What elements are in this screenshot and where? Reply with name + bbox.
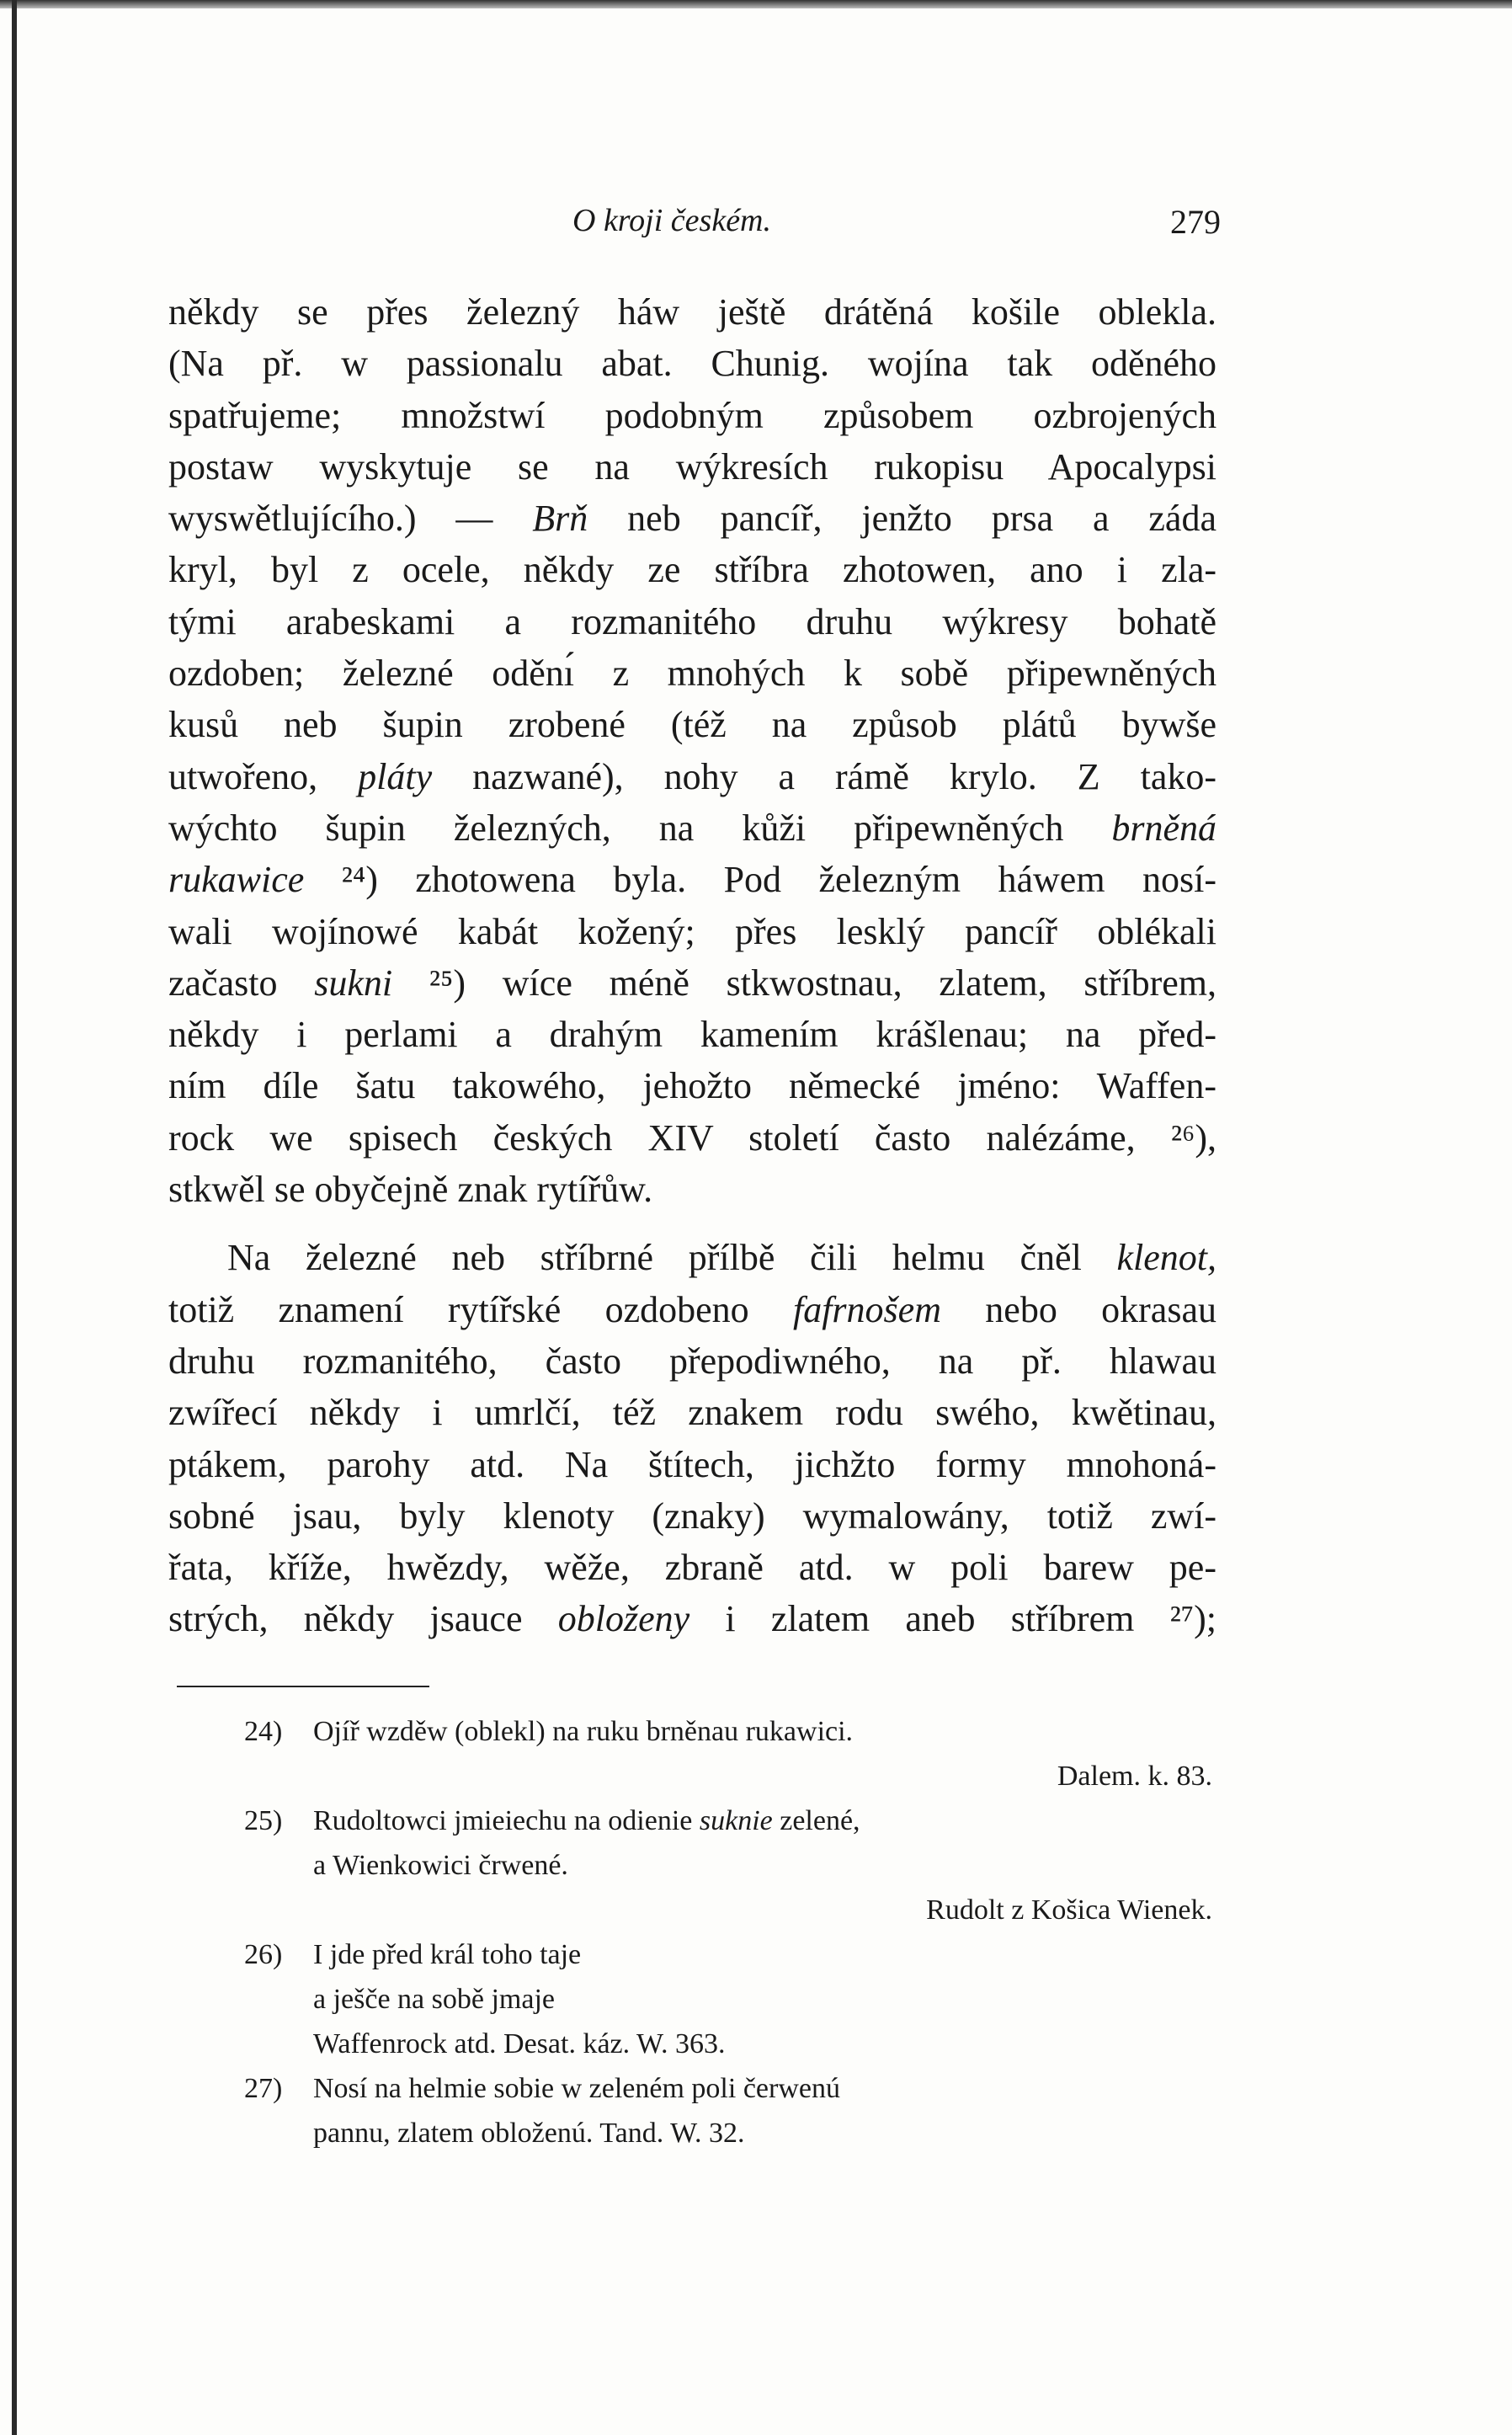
text-line: zwířecí někdy i umrlčí, též znakem rodu swého, kwětinau, — [168, 1392, 1217, 1434]
text-line: wali wojínowé kabát kožený; přes lesklý pancíř oblékali — [168, 910, 1217, 952]
text-line: ním díle šatu takowého, jehožto německé jméno: Waffen- — [168, 1065, 1217, 1107]
italic-term: klenot, — [1116, 1237, 1217, 1279]
running-head — [168, 202, 1221, 244]
italic-term: suknie — [699, 1805, 773, 1836]
footnote-source: Rudolt z Košica Wienek. — [926, 1894, 1212, 1926]
italic-term: obloženy — [557, 1598, 690, 1640]
text-span: utwořeno, — [168, 755, 359, 797]
footnote-25 — [244, 1798, 1212, 1843]
italic-term: fafrnošem — [792, 1288, 941, 1330]
page-number: 279 — [1170, 203, 1221, 241]
footnote-27 — [244, 2066, 1212, 2111]
text-line: ptákem, parohy atd. Na štítech, jichžto formy mnohoná- — [168, 1443, 1217, 1485]
footnote-24 — [244, 1709, 1212, 1754]
text-line: stkwěl se obyčejně znak rytířůw. — [168, 1169, 653, 1211]
text-line — [168, 802, 1217, 854]
page-top-edge — [0, 0, 1512, 8]
text-line: tými arabeskami a rozmanitého druhu wýkresy bohatě — [168, 600, 1217, 642]
text-line — [168, 1284, 1217, 1335]
footnote-number: 25) — [244, 1805, 283, 1836]
text-line — [168, 854, 1217, 905]
text-span: neb pancíř, jenžto prsa a záda — [588, 498, 1217, 540]
footnote-text: zelené, — [772, 1805, 860, 1836]
text-line: někdy se přes železný háw ještě drátěná košile oblekla. — [168, 291, 1217, 333]
text-span: nazwané), nohy a rámě krylo. Z tako- — [432, 755, 1217, 797]
text-line: druhu rozmanitého, často přepodiwného, na př. hlawau — [168, 1340, 1217, 1382]
running-title: O kroji českém. — [572, 203, 771, 238]
text-line: rock we spisech českých XIV století často nalézáme, ²⁶), — [168, 1116, 1217, 1159]
text-span: nebo okrasau — [940, 1288, 1217, 1330]
paragraph-gap — [168, 1215, 1217, 1232]
footnote-text: Rudoltowci jmieiechu na odienie — [313, 1805, 700, 1836]
footnote-number: 26) — [244, 1939, 283, 1970]
text-line: někdy i perlami a drahým kamením krášlenau; na před- — [168, 1014, 1217, 1056]
text-span: totiž znamení rytířské ozdobeno — [168, 1288, 793, 1330]
footnote-text: Nosí na helmie sobie w zeleném poli čerwenú — [313, 2073, 840, 2104]
text-span: strých, někdy jsauce — [168, 1598, 558, 1640]
footnote-text: Ojíř wzděw (oblekl) na ruku brněnau rukawici. — [313, 1716, 854, 1747]
footnote-rule — [177, 1686, 429, 1687]
text-line: kryl, byl z ocele, někdy ze stříbra zhotowen, ano i zla- — [168, 549, 1217, 591]
text-span: wyswětlujícího.) — — [168, 498, 533, 540]
text-span: wýchto šupin železných, na kůži připewněných — [168, 807, 1112, 849]
footnote-number: 24) — [244, 1716, 283, 1747]
footnote-text: I jde před král toho taje — [313, 1939, 582, 1970]
text-line: spatřujeme; množstwí podobným způsobem ozbrojených — [168, 394, 1217, 436]
footnote-text: a Wienkowici črwené. — [313, 1850, 568, 1881]
footnote-source: Dalem. k. 83. — [1057, 1761, 1212, 1792]
footnotes — [244, 1709, 1212, 2155]
text-span: ²⁵) wíce méně stkwostnau, zlatem, stříbrem, — [392, 962, 1217, 1004]
text-line — [168, 957, 1217, 1009]
italic-term: rukawice — [168, 859, 305, 901]
footnote-text: a ješče na sobě jmaje — [313, 1984, 555, 2015]
footnote-text: Waffenrock atd. Desat. káz. W. 363. — [313, 2028, 726, 2059]
text-span: začasto — [168, 962, 315, 1004]
text-line: (Na př. w passionalu abat. Chunig. wojína tak oděného — [168, 343, 1217, 385]
text-line: řata, kříže, hwězdy, wěže, zbraně atd. w poli barew pe- — [168, 1547, 1217, 1589]
italic-term: pláty — [358, 755, 433, 797]
text-span: ²⁴) zhotowena byla. Pod železným háwem nosí- — [304, 859, 1217, 901]
italic-term: sukni — [314, 962, 393, 1004]
text-line — [168, 1593, 1217, 1644]
text-line — [168, 751, 1217, 802]
text-line: sobné jsau, byly klenoty (znaky) wymalowány, totiž zwí- — [168, 1495, 1217, 1537]
page-binding-edge — [12, 0, 17, 2435]
italic-term: Brň — [532, 498, 588, 540]
text-line: kusů neb šupin zrobené (též na způsob plátů bywše — [168, 704, 1217, 746]
footnote-text: pannu, zlatem obloženú. Tand. W. 32. — [313, 2118, 745, 2149]
text-span: Na železné neb stříbrné přílbě čili helmu čněl — [227, 1237, 1117, 1279]
text-line — [168, 493, 1217, 544]
text-span: i zlatem aneb stříbrem ²⁷); — [689, 1598, 1217, 1640]
body-text — [168, 286, 1217, 1645]
italic-term: brněná — [1111, 807, 1217, 849]
text-line — [168, 1232, 1217, 1283]
footnote-26 — [244, 1932, 1212, 1977]
text-line: ozdoben; železné oděnı́ z mnohých k sobě připewněných — [168, 653, 1217, 695]
text-line: postaw wyskytuje se na wýkresích rukopisu Apocalypsi — [168, 445, 1217, 488]
footnote-number: 27) — [244, 2073, 283, 2104]
